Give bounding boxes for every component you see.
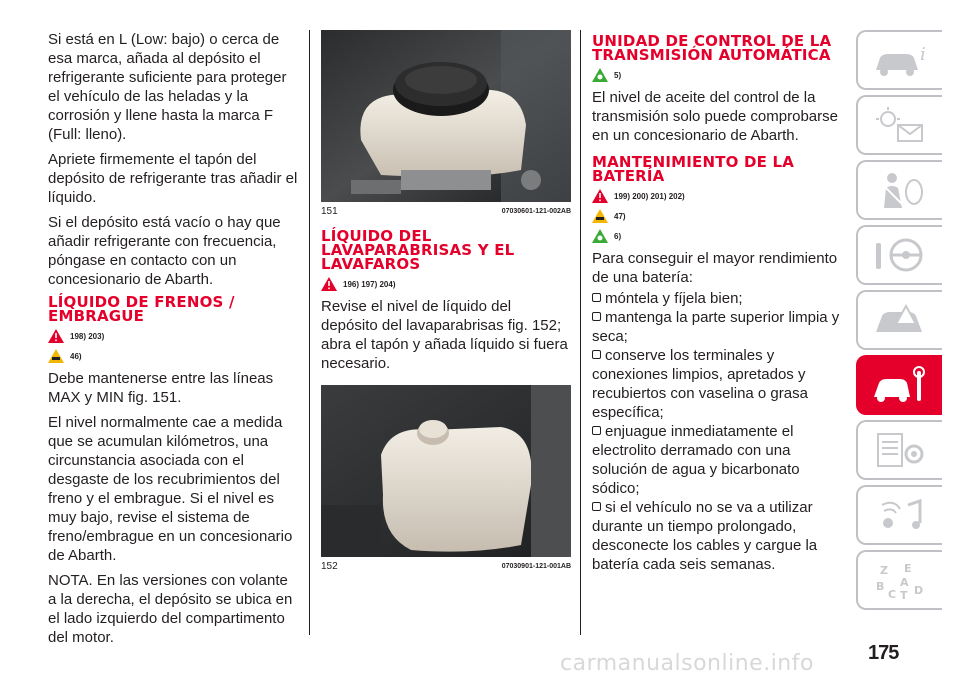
chapter-tabs: [856, 30, 946, 615]
checkbox-bullet-icon: [592, 312, 601, 321]
bullet-item: mantenga la parte superior limpia y seca;: [592, 309, 840, 345]
tab-car-info[interactable]: [856, 30, 942, 90]
svg-text:C: C: [888, 588, 897, 600]
seatbelt-airbag-icon: [870, 170, 930, 210]
section-heading: MANTENIMIENTO DE LA BATERÍA: [592, 153, 795, 185]
page-number: 175: [868, 642, 899, 664]
steering-wheel-icon: [870, 235, 930, 275]
environment-reference: 5): [592, 68, 844, 82]
checkbox-bullet-icon: [592, 350, 601, 359]
tab-safety[interactable]: [856, 160, 942, 220]
watermark: carmanualsonline.info: [560, 651, 814, 676]
column-divider: [309, 30, 310, 635]
caution-reference: 46): [48, 349, 298, 363]
warning-reference: 196) 197) 204): [321, 277, 571, 291]
svg-text:A: A: [900, 576, 909, 589]
warning-reference: 199) 200) 201) 202): [592, 189, 844, 203]
bullet-item: si el vehículo no se va a utilizar durante un tiempo prolongado, desconecte los cables y cargue la batería cada seis semanas.: [592, 499, 818, 573]
paragraph: Si está en L (Low: bajo) o cerca de esa marca, añada al depósito el refrigerante suficiente para proteger el vehículo de las heladas y la corrosión y llene hasta la marca F (Full: lleno).: [48, 31, 287, 143]
warning-lights-icon: [870, 105, 930, 145]
paragraph: Revise el nivel de líquido del depósito del lavaparabrisas fig. 152; abra el tapón y añada líquido si fuera necesario.: [321, 298, 568, 372]
column-2: [321, 30, 571, 574]
car-info-icon: [870, 40, 930, 80]
warning-green-icon: [592, 68, 608, 82]
environment-reference: 6): [592, 229, 844, 243]
column-3: [592, 30, 844, 574]
column-1: [48, 30, 298, 653]
tab-multimedia[interactable]: [856, 485, 942, 545]
paragraph: El nivel de aceite del control de la transmisión solo puede comprobarse en un concesionario de Abarth.: [592, 89, 838, 144]
tab-technical-data[interactable]: [856, 420, 942, 480]
bullet-item: conserve los terminales y conexiones limpios, apretados y recubiertos con vaselina o grasa específica;: [592, 347, 808, 421]
svg-text:D: D: [914, 584, 924, 597]
tab-emergency[interactable]: [856, 290, 942, 350]
warning-green-icon: [592, 229, 608, 243]
section-heading: LÍQUIDO DEL LAVAPARABRISAS Y EL LAVAFAROS: [321, 227, 515, 273]
paragraph: Para conseguir el mayor rendimiento de una batería:: [592, 250, 838, 286]
figure-151-brake-fluid-reservoir: [321, 30, 571, 219]
washer-reservoir-photo: [321, 385, 571, 557]
column-divider: [580, 30, 581, 635]
checkbox-bullet-icon: [592, 293, 601, 302]
paragraph: Apriete firmemente el tapón del depósito de refrigerante tras añadir el líquido.: [48, 151, 298, 206]
specs-gear-icon: [870, 430, 930, 470]
figure-caption: 151 07030601-121-002AB: [321, 206, 571, 217]
paragraph: Debe mantenerse entre las líneas MAX y MIN fig. 151.: [48, 370, 274, 406]
checkbox-bullet-icon: [592, 426, 601, 435]
svg-text:i: i: [920, 44, 926, 65]
brake-reservoir-photo: [321, 30, 571, 202]
checkbox-bullet-icon: [592, 502, 601, 511]
figure-152-washer-reservoir: [321, 385, 571, 574]
figure-caption: 152 07030901-121-001AB: [321, 561, 571, 572]
emergency-car-icon: [870, 300, 930, 340]
paragraph: NOTA. En las versiones con volante a la derecha, el depósito se ubica en el lado izquierdo del compartimento del motor.: [48, 572, 293, 646]
warning-yellow-icon: [592, 209, 608, 223]
tab-index[interactable]: [856, 550, 942, 610]
warning-yellow-icon: [48, 349, 64, 363]
tab-warning-lights[interactable]: [856, 95, 942, 155]
warning-red-icon: [48, 329, 64, 343]
svg-text:Z: Z: [880, 564, 888, 577]
warning-red-icon: [592, 189, 608, 203]
svg-text:B: B: [876, 580, 885, 593]
bullet-item: móntela y fíjela bien;: [592, 289, 844, 308]
paragraph: El nivel normalmente cae a medida que se acumulan kilómetros, una circunstancia asociada con el desgaste de los recubrimientos del freno y el embrague. Si el nivel es muy bajo, revise el sistema de freno/embrague en un concesionario de Abarth.: [48, 414, 293, 564]
multimedia-icon: [870, 495, 930, 535]
paragraph: Si el depósito está vacío o hay que añadir refrigerante con frecuencia, póngase en contacto con un concesionario de Abarth.: [48, 214, 281, 288]
car-maintenance-icon: [870, 365, 930, 405]
svg-text:E: E: [904, 562, 912, 575]
svg-text:T: T: [900, 589, 908, 600]
section-heading: UNIDAD DE CONTROL DE LA TRANSMISIÓN AUTOMÁTICA: [592, 32, 832, 64]
section-heading: LÍQUIDO DE FRENOS / EMBRAGUE: [48, 293, 235, 325]
warning-red-icon: [321, 277, 337, 291]
caution-reference: 47): [592, 209, 844, 223]
tab-maintenance[interactable]: [856, 355, 942, 415]
warning-reference: 198) 203): [48, 329, 298, 343]
bullet-item: enjuague inmediatamente el electrolito derramado con una solución de agua y bicarbonato sódico;: [592, 423, 800, 497]
index-letters-icon: [870, 560, 930, 600]
tab-starting-driving[interactable]: [856, 225, 942, 285]
